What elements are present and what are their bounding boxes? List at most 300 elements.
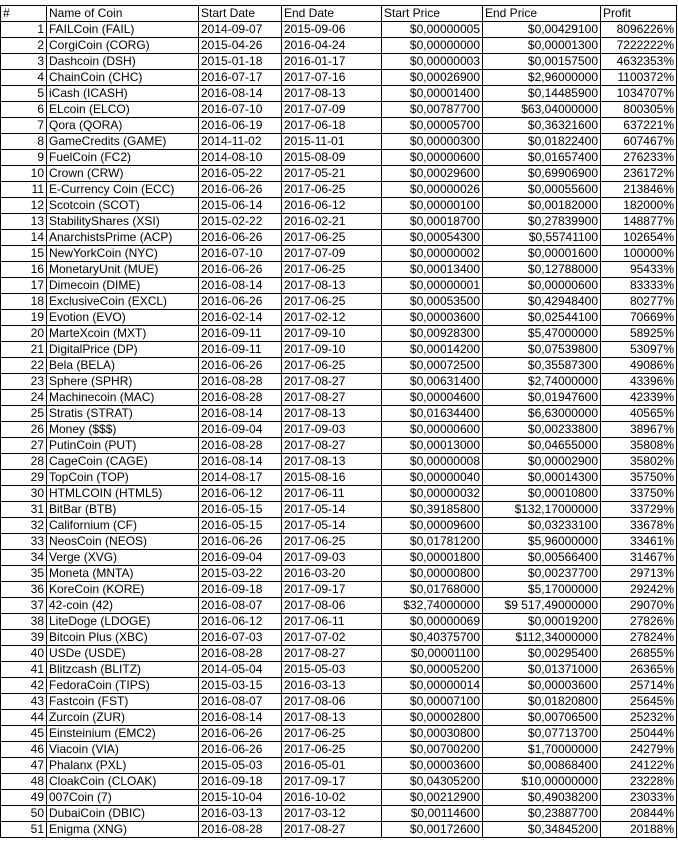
profit-cell[interactable]: 80277% — [601, 294, 677, 310]
row-index-cell[interactable]: 43 — [1, 694, 47, 710]
coin-name-cell[interactable]: Qora (QORA) — [47, 118, 199, 134]
start-price-cell[interactable]: $0,00026900 — [382, 70, 483, 86]
start-date-cell[interactable]: 2016-08-14 — [199, 406, 282, 422]
coin-name-cell[interactable]: Evotion (EVO) — [47, 310, 199, 326]
end-date-cell[interactable]: 2016-03-13 — [282, 678, 382, 694]
start-date-cell[interactable]: 2016-08-14 — [199, 710, 282, 726]
start-date-cell[interactable]: 2016-09-11 — [199, 326, 282, 342]
start-price-cell[interactable]: $0,00000032 — [382, 486, 483, 502]
start-price-cell[interactable]: $0,00053500 — [382, 294, 483, 310]
start-date-cell[interactable]: 2016-08-28 — [199, 822, 282, 838]
end-price-cell[interactable]: $0,00157500 — [483, 54, 601, 70]
end-price-cell[interactable]: $0,35587300 — [483, 358, 601, 374]
row-index-cell[interactable]: 21 — [1, 342, 47, 358]
start-price-cell[interactable]: $0,00013400 — [382, 262, 483, 278]
start-date-cell[interactable]: 2016-02-14 — [199, 310, 282, 326]
end-date-cell[interactable]: 2016-05-01 — [282, 758, 382, 774]
coin-name-cell[interactable]: Einsteinium (EMC2) — [47, 726, 199, 742]
coin-name-cell[interactable]: FuelCoin (FC2) — [47, 150, 199, 166]
start-date-cell[interactable]: 2015-04-26 — [199, 38, 282, 54]
end-date-cell[interactable]: 2017-03-12 — [282, 806, 382, 822]
end-price-cell[interactable]: $63,04000000 — [483, 102, 601, 118]
header-end-date[interactable]: End Date — [282, 6, 382, 22]
coin-name-cell[interactable]: StabilityShares (XSI) — [47, 214, 199, 230]
end-date-cell[interactable]: 2017-06-25 — [282, 534, 382, 550]
coin-name-cell[interactable]: Phalanx (PXL) — [47, 758, 199, 774]
end-price-cell[interactable]: $6,63000000 — [483, 406, 601, 422]
start-date-cell[interactable]: 2016-09-04 — [199, 550, 282, 566]
end-date-cell[interactable]: 2017-06-25 — [282, 294, 382, 310]
end-price-cell[interactable]: $0,07713700 — [483, 726, 601, 742]
header-name[interactable]: Name of Coin — [47, 6, 199, 22]
end-date-cell[interactable]: 2017-06-25 — [282, 742, 382, 758]
end-price-cell[interactable]: $0,07539800 — [483, 342, 601, 358]
coin-name-cell[interactable]: ExclusiveCoin (EXCL) — [47, 294, 199, 310]
coin-name-cell[interactable]: Californium (CF) — [47, 518, 199, 534]
row-index-cell[interactable]: 24 — [1, 390, 47, 406]
profit-cell[interactable]: 213846% — [601, 182, 677, 198]
start-date-cell[interactable]: 2016-07-17 — [199, 70, 282, 86]
profit-cell[interactable]: 236172% — [601, 166, 677, 182]
start-date-cell[interactable]: 2016-08-07 — [199, 694, 282, 710]
coin-name-cell[interactable]: Dimecoin (DIME) — [47, 278, 199, 294]
row-index-cell[interactable]: 32 — [1, 518, 47, 534]
end-price-cell[interactable]: $0,23887700 — [483, 806, 601, 822]
coin-name-cell[interactable]: Money ($$$) — [47, 422, 199, 438]
header-start-date[interactable]: Start Date — [199, 6, 282, 22]
row-index-cell[interactable]: 30 — [1, 486, 47, 502]
end-date-cell[interactable]: 2016-01-17 — [282, 54, 382, 70]
row-index-cell[interactable]: 50 — [1, 806, 47, 822]
row-index-cell[interactable]: 4 — [1, 70, 47, 86]
coin-name-cell[interactable]: FedoraCoin (TIPS) — [47, 678, 199, 694]
profit-cell[interactable]: 20844% — [601, 806, 677, 822]
row-index-cell[interactable]: 15 — [1, 246, 47, 262]
start-price-cell[interactable]: $0,00030800 — [382, 726, 483, 742]
coin-name-cell[interactable]: Bitcoin Plus (XBC) — [47, 630, 199, 646]
end-date-cell[interactable]: 2017-08-13 — [282, 454, 382, 470]
profit-cell[interactable]: 25232% — [601, 710, 677, 726]
start-price-cell[interactable]: $0,01768000 — [382, 582, 483, 598]
row-index-cell[interactable]: 35 — [1, 566, 47, 582]
row-index-cell[interactable]: 20 — [1, 326, 47, 342]
start-price-cell[interactable]: $0,00001100 — [382, 646, 483, 662]
start-date-cell[interactable]: 2016-08-28 — [199, 438, 282, 454]
end-date-cell[interactable]: 2017-08-27 — [282, 374, 382, 390]
end-price-cell[interactable]: $2,74000000 — [483, 374, 601, 390]
end-date-cell[interactable]: 2015-05-03 — [282, 662, 382, 678]
start-price-cell[interactable]: $0,39185800 — [382, 502, 483, 518]
start-price-cell[interactable]: $0,00005700 — [382, 118, 483, 134]
start-date-cell[interactable]: 2014-09-07 — [199, 22, 282, 38]
row-index-cell[interactable]: 36 — [1, 582, 47, 598]
row-index-cell[interactable]: 34 — [1, 550, 47, 566]
row-index-cell[interactable]: 33 — [1, 534, 47, 550]
end-price-cell[interactable]: $0,01947600 — [483, 390, 601, 406]
end-price-cell[interactable]: $0,49038200 — [483, 790, 601, 806]
row-index-cell[interactable]: 19 — [1, 310, 47, 326]
end-date-cell[interactable]: 2017-08-27 — [282, 438, 382, 454]
profit-cell[interactable]: 23033% — [601, 790, 677, 806]
end-price-cell[interactable]: $0,27839900 — [483, 214, 601, 230]
end-date-cell[interactable]: 2017-08-27 — [282, 390, 382, 406]
row-index-cell[interactable]: 40 — [1, 646, 47, 662]
profit-cell[interactable]: 24122% — [601, 758, 677, 774]
profit-cell[interactable]: 27826% — [601, 614, 677, 630]
end-price-cell[interactable]: $2,96000000 — [483, 70, 601, 86]
header-index[interactable]: # — [1, 6, 47, 22]
start-date-cell[interactable]: 2016-07-10 — [199, 246, 282, 262]
profit-cell[interactable]: 35808% — [601, 438, 677, 454]
row-index-cell[interactable]: 42 — [1, 678, 47, 694]
start-date-cell[interactable]: 2015-03-22 — [199, 566, 282, 582]
coin-name-cell[interactable]: CageCoin (CAGE) — [47, 454, 199, 470]
end-price-cell[interactable]: $0,14485900 — [483, 86, 601, 102]
end-date-cell[interactable]: 2017-06-18 — [282, 118, 382, 134]
start-date-cell[interactable]: 2016-06-26 — [199, 742, 282, 758]
start-date-cell[interactable]: 2014-11-02 — [199, 134, 282, 150]
start-price-cell[interactable]: $0,00001800 — [382, 550, 483, 566]
row-index-cell[interactable]: 3 — [1, 54, 47, 70]
end-price-cell[interactable]: $0,04655000 — [483, 438, 601, 454]
start-date-cell[interactable]: 2016-06-26 — [199, 262, 282, 278]
start-price-cell[interactable]: $0,00700200 — [382, 742, 483, 758]
row-index-cell[interactable]: 10 — [1, 166, 47, 182]
row-index-cell[interactable]: 6 — [1, 102, 47, 118]
start-date-cell[interactable]: 2016-05-15 — [199, 518, 282, 534]
end-date-cell[interactable]: 2015-08-16 — [282, 470, 382, 486]
start-price-cell[interactable]: $0,00000008 — [382, 454, 483, 470]
coin-name-cell[interactable]: Crown (CRW) — [47, 166, 199, 182]
end-date-cell[interactable]: 2017-06-11 — [282, 614, 382, 630]
end-price-cell[interactable]: $0,00010800 — [483, 486, 601, 502]
end-price-cell[interactable]: $0,00566400 — [483, 550, 601, 566]
profit-cell[interactable]: 100000% — [601, 246, 677, 262]
start-date-cell[interactable]: 2016-06-26 — [199, 182, 282, 198]
start-date-cell[interactable]: 2016-05-22 — [199, 166, 282, 182]
end-price-cell[interactable]: $0,55741100 — [483, 230, 601, 246]
row-index-cell[interactable]: 17 — [1, 278, 47, 294]
profit-cell[interactable]: 27824% — [601, 630, 677, 646]
end-price-cell[interactable]: $5,47000000 — [483, 326, 601, 342]
end-price-cell[interactable]: $0,00019200 — [483, 614, 601, 630]
start-price-cell[interactable]: $0,00000001 — [382, 278, 483, 294]
end-price-cell[interactable]: $9 517,49000000 — [483, 598, 601, 614]
start-price-cell[interactable]: $0,00631400 — [382, 374, 483, 390]
profit-cell[interactable]: 29713% — [601, 566, 677, 582]
end-price-cell[interactable]: $132,17000000 — [483, 502, 601, 518]
start-price-cell[interactable]: $0,01634400 — [382, 406, 483, 422]
coin-name-cell[interactable]: BitBar (BTB) — [47, 502, 199, 518]
coin-name-cell[interactable]: LiteDoge (LDOGE) — [47, 614, 199, 630]
row-index-cell[interactable]: 44 — [1, 710, 47, 726]
coin-name-cell[interactable]: Machinecoin (MAC) — [47, 390, 199, 406]
row-index-cell[interactable]: 37 — [1, 598, 47, 614]
start-price-cell[interactable]: $0,00000800 — [382, 566, 483, 582]
row-index-cell[interactable]: 48 — [1, 774, 47, 790]
end-date-cell[interactable]: 2017-08-27 — [282, 646, 382, 662]
row-index-cell[interactable]: 9 — [1, 150, 47, 166]
start-date-cell[interactable]: 2015-06-14 — [199, 198, 282, 214]
end-date-cell[interactable]: 2017-08-27 — [282, 822, 382, 838]
end-price-cell[interactable]: $0,00001600 — [483, 246, 601, 262]
end-date-cell[interactable]: 2017-06-25 — [282, 726, 382, 742]
start-date-cell[interactable]: 2015-03-15 — [199, 678, 282, 694]
coin-name-cell[interactable]: 007Coin (7) — [47, 790, 199, 806]
coin-name-cell[interactable]: NeosCoin (NEOS) — [47, 534, 199, 550]
end-price-cell[interactable]: $0,00706500 — [483, 710, 601, 726]
end-date-cell[interactable]: 2017-08-13 — [282, 406, 382, 422]
profit-cell[interactable]: 49086% — [601, 358, 677, 374]
start-price-cell[interactable]: $0,00003600 — [382, 758, 483, 774]
coin-name-cell[interactable]: CorgiCoin (CORG) — [47, 38, 199, 54]
coin-name-cell[interactable]: CloakCoin (CLOAK) — [47, 774, 199, 790]
end-price-cell[interactable]: $5,17000000 — [483, 582, 601, 598]
end-date-cell[interactable]: 2017-06-25 — [282, 262, 382, 278]
end-date-cell[interactable]: 2017-09-17 — [282, 582, 382, 598]
start-price-cell[interactable]: $0,00000040 — [382, 470, 483, 486]
start-date-cell[interactable]: 2016-05-15 — [199, 502, 282, 518]
row-index-cell[interactable]: 12 — [1, 198, 47, 214]
row-index-cell[interactable]: 1 — [1, 22, 47, 38]
row-index-cell[interactable]: 7 — [1, 118, 47, 134]
start-date-cell[interactable]: 2014-08-17 — [199, 470, 282, 486]
end-price-cell[interactable]: $0,01820800 — [483, 694, 601, 710]
coin-name-cell[interactable]: Fastcoin (FST) — [47, 694, 199, 710]
end-price-cell[interactable]: $0,01371000 — [483, 662, 601, 678]
end-date-cell[interactable]: 2015-11-01 — [282, 134, 382, 150]
start-date-cell[interactable]: 2016-08-14 — [199, 454, 282, 470]
end-price-cell[interactable]: $0,01822400 — [483, 134, 601, 150]
end-date-cell[interactable]: 2017-06-25 — [282, 182, 382, 198]
end-price-cell[interactable]: $10,00000000 — [483, 774, 601, 790]
start-price-cell[interactable]: $0,00000002 — [382, 246, 483, 262]
row-index-cell[interactable]: 46 — [1, 742, 47, 758]
start-date-cell[interactable]: 2016-08-14 — [199, 278, 282, 294]
profit-cell[interactable]: 95433% — [601, 262, 677, 278]
end-price-cell[interactable]: $0,69906900 — [483, 166, 601, 182]
row-index-cell[interactable]: 5 — [1, 86, 47, 102]
profit-cell[interactable]: 637221% — [601, 118, 677, 134]
coin-name-cell[interactable]: DubaiCoin (DBIC) — [47, 806, 199, 822]
start-price-cell[interactable]: $0,00004600 — [382, 390, 483, 406]
profit-cell[interactable]: 40565% — [601, 406, 677, 422]
end-date-cell[interactable]: 2017-05-21 — [282, 166, 382, 182]
start-date-cell[interactable]: 2016-06-26 — [199, 358, 282, 374]
start-price-cell[interactable]: $0,00009600 — [382, 518, 483, 534]
profit-cell[interactable]: 26365% — [601, 662, 677, 678]
coin-name-cell[interactable]: E-Currency Coin (ECC) — [47, 182, 199, 198]
row-index-cell[interactable]: 38 — [1, 614, 47, 630]
end-price-cell[interactable]: $0,00237700 — [483, 566, 601, 582]
start-date-cell[interactable]: 2016-03-13 — [199, 806, 282, 822]
end-date-cell[interactable]: 2017-08-13 — [282, 710, 382, 726]
coin-name-cell[interactable]: Dashcoin (DSH) — [47, 54, 199, 70]
end-date-cell[interactable]: 2017-05-14 — [282, 502, 382, 518]
end-price-cell[interactable]: $0,02544100 — [483, 310, 601, 326]
row-index-cell[interactable]: 2 — [1, 38, 47, 54]
row-index-cell[interactable]: 41 — [1, 662, 47, 678]
profit-cell[interactable]: 35750% — [601, 470, 677, 486]
start-date-cell[interactable]: 2016-06-26 — [199, 726, 282, 742]
start-date-cell[interactable]: 2016-06-26 — [199, 230, 282, 246]
profit-cell[interactable]: 33750% — [601, 486, 677, 502]
profit-cell[interactable]: 25714% — [601, 678, 677, 694]
start-price-cell[interactable]: $0,00212900 — [382, 790, 483, 806]
profit-cell[interactable]: 25645% — [601, 694, 677, 710]
row-index-cell[interactable]: 13 — [1, 214, 47, 230]
end-date-cell[interactable]: 2017-07-16 — [282, 70, 382, 86]
end-price-cell[interactable]: $0,12788000 — [483, 262, 601, 278]
profit-cell[interactable]: 800305% — [601, 102, 677, 118]
profit-cell[interactable]: 24279% — [601, 742, 677, 758]
start-price-cell[interactable]: $0,40375700 — [382, 630, 483, 646]
profit-cell[interactable]: 29070% — [601, 598, 677, 614]
start-price-cell[interactable]: $0,00000600 — [382, 150, 483, 166]
end-price-cell[interactable]: $0,00003600 — [483, 678, 601, 694]
coin-name-cell[interactable]: FAILCoin (FAIL) — [47, 22, 199, 38]
end-date-cell[interactable]: 2016-02-21 — [282, 214, 382, 230]
start-date-cell[interactable]: 2016-06-12 — [199, 486, 282, 502]
profit-cell[interactable]: 26855% — [601, 646, 677, 662]
start-price-cell[interactable]: $0,00000300 — [382, 134, 483, 150]
start-price-cell[interactable]: $0,00007100 — [382, 694, 483, 710]
profit-cell[interactable]: 35802% — [601, 454, 677, 470]
end-date-cell[interactable]: 2017-02-12 — [282, 310, 382, 326]
coin-name-cell[interactable]: Viacoin (VIA) — [47, 742, 199, 758]
end-date-cell[interactable]: 2016-06-12 — [282, 198, 382, 214]
coin-name-cell[interactable]: NewYorkCoin (NYC) — [47, 246, 199, 262]
end-date-cell[interactable]: 2017-09-03 — [282, 550, 382, 566]
coin-name-cell[interactable]: Moneta (MNTA) — [47, 566, 199, 582]
start-date-cell[interactable]: 2016-07-10 — [199, 102, 282, 118]
coin-name-cell[interactable]: AnarchistsPrime (ACP) — [47, 230, 199, 246]
profit-cell[interactable]: 33461% — [601, 534, 677, 550]
profit-cell[interactable]: 53097% — [601, 342, 677, 358]
profit-cell[interactable]: 42339% — [601, 390, 677, 406]
profit-cell[interactable]: 4632353% — [601, 54, 677, 70]
end-date-cell[interactable]: 2017-05-14 — [282, 518, 382, 534]
start-price-cell[interactable]: $0,00003600 — [382, 310, 483, 326]
coin-name-cell[interactable]: Enigma (XNG) — [47, 822, 199, 838]
start-date-cell[interactable]: 2016-08-28 — [199, 374, 282, 390]
start-price-cell[interactable]: $0,00000100 — [382, 198, 483, 214]
end-date-cell[interactable]: 2017-09-10 — [282, 326, 382, 342]
end-price-cell[interactable]: $112,34000000 — [483, 630, 601, 646]
row-index-cell[interactable]: 28 — [1, 454, 47, 470]
end-price-cell[interactable]: $0,00182000 — [483, 198, 601, 214]
start-price-cell[interactable]: $0,00000000 — [382, 38, 483, 54]
row-index-cell[interactable]: 39 — [1, 630, 47, 646]
start-price-cell[interactable]: $0,00072500 — [382, 358, 483, 374]
end-date-cell[interactable]: 2017-06-11 — [282, 486, 382, 502]
end-price-cell[interactable]: $0,00295400 — [483, 646, 601, 662]
profit-cell[interactable]: 29242% — [601, 582, 677, 598]
coin-name-cell[interactable]: PutinCoin (PUT) — [47, 438, 199, 454]
coin-name-cell[interactable]: Zurcoin (ZUR) — [47, 710, 199, 726]
start-price-cell[interactable]: $0,00018700 — [382, 214, 483, 230]
row-index-cell[interactable]: 47 — [1, 758, 47, 774]
end-date-cell[interactable]: 2017-08-06 — [282, 598, 382, 614]
row-index-cell[interactable]: 29 — [1, 470, 47, 486]
row-index-cell[interactable]: 27 — [1, 438, 47, 454]
start-price-cell[interactable]: $0,00013000 — [382, 438, 483, 454]
end-date-cell[interactable]: 2017-07-09 — [282, 102, 382, 118]
start-date-cell[interactable]: 2016-09-18 — [199, 774, 282, 790]
start-date-cell[interactable]: 2016-08-28 — [199, 646, 282, 662]
profit-cell[interactable]: 276233% — [601, 150, 677, 166]
coin-name-cell[interactable]: Stratis (STRAT) — [47, 406, 199, 422]
row-index-cell[interactable]: 18 — [1, 294, 47, 310]
row-index-cell[interactable]: 49 — [1, 790, 47, 806]
coin-name-cell[interactable]: MonetaryUnit (MUE) — [47, 262, 199, 278]
end-date-cell[interactable]: 2017-06-25 — [282, 230, 382, 246]
start-price-cell[interactable]: $0,00005200 — [382, 662, 483, 678]
row-index-cell[interactable]: 23 — [1, 374, 47, 390]
start-price-cell[interactable]: $0,00787700 — [382, 102, 483, 118]
profit-cell[interactable]: 102654% — [601, 230, 677, 246]
row-index-cell[interactable]: 31 — [1, 502, 47, 518]
end-date-cell[interactable]: 2016-03-20 — [282, 566, 382, 582]
start-date-cell[interactable]: 2015-05-03 — [199, 758, 282, 774]
profit-cell[interactable]: 38967% — [601, 422, 677, 438]
start-price-cell[interactable]: $0,00001400 — [382, 86, 483, 102]
start-date-cell[interactable]: 2015-10-04 — [199, 790, 282, 806]
header-profit[interactable]: Profit — [601, 6, 677, 22]
coin-name-cell[interactable]: GameCredits (GAME) — [47, 134, 199, 150]
end-date-cell[interactable]: 2017-09-10 — [282, 342, 382, 358]
start-price-cell[interactable]: $0,00002800 — [382, 710, 483, 726]
end-date-cell[interactable]: 2017-08-06 — [282, 694, 382, 710]
coin-name-cell[interactable]: DigitalPrice (DP) — [47, 342, 199, 358]
end-date-cell[interactable]: 2017-06-25 — [282, 358, 382, 374]
coin-name-cell[interactable]: HTMLCOIN (HTML5) — [47, 486, 199, 502]
start-date-cell[interactable]: 2016-08-07 — [199, 598, 282, 614]
row-index-cell[interactable]: 11 — [1, 182, 47, 198]
profit-cell[interactable]: 1034707% — [601, 86, 677, 102]
start-date-cell[interactable]: 2016-09-11 — [199, 342, 282, 358]
end-date-cell[interactable]: 2016-10-02 — [282, 790, 382, 806]
start-date-cell[interactable]: 2016-09-18 — [199, 582, 282, 598]
coin-name-cell[interactable]: 42-coin (42) — [47, 598, 199, 614]
end-date-cell[interactable]: 2017-08-13 — [282, 86, 382, 102]
start-date-cell[interactable]: 2015-02-22 — [199, 214, 282, 230]
end-price-cell[interactable]: $0,00002900 — [483, 454, 601, 470]
coin-name-cell[interactable]: ELcoin (ELCO) — [47, 102, 199, 118]
row-index-cell[interactable]: 22 — [1, 358, 47, 374]
end-price-cell[interactable]: $0,36321600 — [483, 118, 601, 134]
end-price-cell[interactable]: $0,00001300 — [483, 38, 601, 54]
end-price-cell[interactable]: $0,01657400 — [483, 150, 601, 166]
coin-name-cell[interactable]: Bela (BELA) — [47, 358, 199, 374]
profit-cell[interactable]: 70669% — [601, 310, 677, 326]
end-date-cell[interactable]: 2017-07-02 — [282, 630, 382, 646]
profit-cell[interactable]: 23228% — [601, 774, 677, 790]
end-date-cell[interactable]: 2017-08-13 — [282, 278, 382, 294]
row-index-cell[interactable]: 25 — [1, 406, 47, 422]
row-index-cell[interactable]: 16 — [1, 262, 47, 278]
start-price-cell[interactable]: $0,00000069 — [382, 614, 483, 630]
profit-cell[interactable]: 33678% — [601, 518, 677, 534]
row-index-cell[interactable]: 51 — [1, 822, 47, 838]
profit-cell[interactable]: 33729% — [601, 502, 677, 518]
end-price-cell[interactable]: $0,00000600 — [483, 278, 601, 294]
profit-cell[interactable]: 83333% — [601, 278, 677, 294]
end-price-cell[interactable]: $0,00868400 — [483, 758, 601, 774]
profit-cell[interactable]: 8096226% — [601, 22, 677, 38]
coin-name-cell[interactable]: TopCoin (TOP) — [47, 470, 199, 486]
end-date-cell[interactable]: 2017-09-17 — [282, 774, 382, 790]
